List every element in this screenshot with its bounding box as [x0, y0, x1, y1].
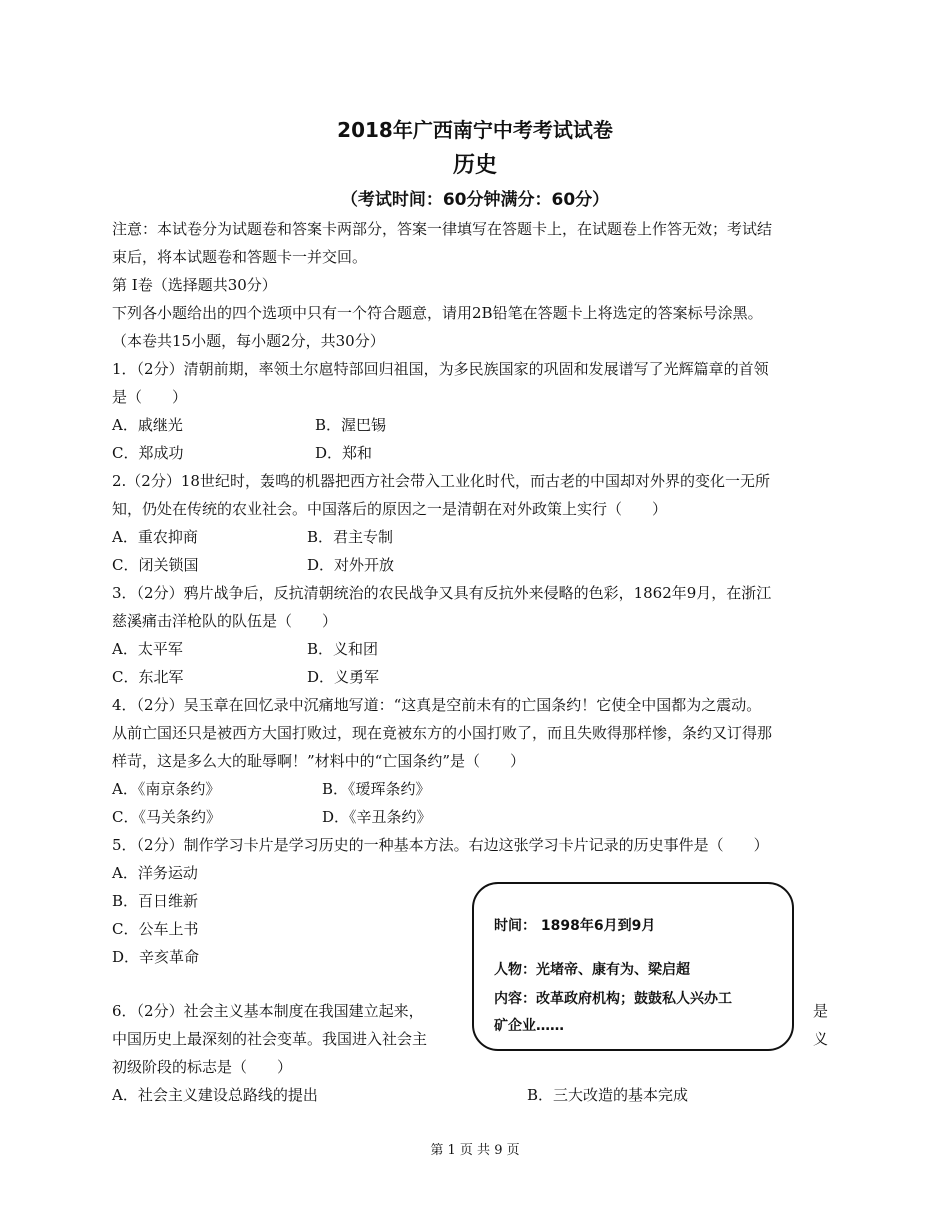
question-2-line-1: 2.（2分）18世纪时，轰鸣的机器把西方社会带入工业化时代，而古老的中国却对外界的变化一无所 [112, 472, 770, 490]
question-4-option-b[interactable]: B．《瑷珲条约》 [322, 780, 431, 798]
question-5-option-b[interactable]: B．百日维新 [112, 892, 199, 910]
notice-line-2: 束后，将本试题卷和答题卡一并交回。 [112, 248, 368, 266]
card-time: 时间： 1898年6月到9月 [494, 918, 656, 934]
question-1-option-a[interactable]: A．戚继光 [112, 416, 183, 434]
question-1-line-2: 是（ ） [112, 388, 188, 406]
question-4-option-d[interactable]: D．《辛丑条约》 [322, 808, 432, 826]
question-6-line-3: 初级阶段的标志是（ ） [112, 1058, 293, 1076]
question-6-line-1: 6．（2分）社会主义基本制度在我国建立起来， [112, 1002, 424, 1020]
question-5-option-c[interactable]: C．公车上书 [112, 920, 199, 938]
question-4-option-c[interactable]: C．《马关条约》 [112, 808, 221, 826]
subject-title: 历史 [452, 153, 497, 178]
question-2-option-a[interactable]: A．重农抑商 [112, 528, 198, 546]
question-1-option-d[interactable]: D．郑和 [315, 444, 373, 462]
question-5-line-1: 5．（2分）制作学习卡片是学习历史的一种基本方法。右边这张学习卡片记录的历史事件是（ ） [112, 836, 769, 854]
exam-info: （考试时间：60分钟满分：60分） [340, 190, 610, 210]
question-5-option-d[interactable]: D．辛亥革命 [112, 948, 200, 966]
question-6-option-a[interactable]: A．社会主义建设总路线的提出 [112, 1086, 318, 1104]
question-4-option-a[interactable]: A．《南京条约》 [112, 780, 221, 798]
question-3-line-2: 慈溪痛击洋枪队的队伍是（ ） [112, 612, 338, 630]
question-2-option-d[interactable]: D．对外开放 [307, 556, 395, 574]
question-6-line-2: 中国历史上最深刻的社会变革。我国进入社会主 [112, 1030, 428, 1048]
question-1-line-1: 1．（2分）清朝前期，率领土尔扈特部回归祖国，为多民族国家的巩固和发展谱写了光辉篇章的首领 [112, 360, 769, 378]
question-6-tail-2: 义 [813, 1030, 829, 1048]
question-3-option-b[interactable]: B．义和团 [307, 640, 379, 658]
card-content-line-1: 内容：改革政府机构；鼓鼓私人兴办工 [494, 991, 732, 1007]
question-1-option-b[interactable]: B．渥巴锡 [315, 416, 387, 434]
question-2-option-c[interactable]: C．闭关锁国 [112, 556, 199, 574]
question-2-line-2: 知，仍处在传统的农业社会。中国落后的原因之一是清朝在对外政策上实行（ ） [112, 500, 668, 518]
question-2-option-b[interactable]: B．君主专制 [307, 528, 394, 546]
question-3-option-c[interactable]: C．东北军 [112, 668, 184, 686]
question-1-option-c[interactable]: C．郑成功 [112, 444, 184, 462]
question-4-line-2: 从前亡国还只是被西方大国打败过，现在竟被东方的小国打败了，而且失败得那样惨，条约又订得那 [112, 724, 773, 742]
question-3-option-a[interactable]: A．太平军 [112, 640, 183, 658]
card-people: 人物：光堵帝、康有为、梁启超 [494, 962, 690, 978]
study-card [472, 882, 794, 1051]
card-content-line-2: 矿企业…… [494, 1018, 564, 1034]
section-title: 第 Ⅰ卷（选择题共30分） [112, 276, 277, 294]
question-3-option-d[interactable]: D．义勇军 [307, 668, 380, 686]
question-6-tail-1: 是 [813, 1002, 829, 1020]
section-note: （本卷共15小题，每小题2分，共30分） [112, 332, 385, 350]
question-6-option-b[interactable]: B．三大改造的基本完成 [527, 1086, 689, 1104]
notice-line-1: 注意：本试卷分为试题卷和答案卡两部分，答案一律填写在答题卡上，在试题卷上作答无效；考试结 [112, 220, 773, 238]
exam-title: 2018年广西南宁中考考试试卷 [337, 118, 613, 142]
question-5-option-a[interactable]: A．洋务运动 [112, 864, 198, 882]
section-instruction: 下列各小题给出的四个选项中只有一个符合题意，请用2B铅笔在答题卡上将选定的答案标号涂黑。 [112, 304, 763, 322]
page-footer: 第 1 页 共 9 页 [430, 1143, 520, 1158]
question-4-line-3: 样苛，这是多么大的耻辱啊！”材料中的“亡国条约”是（ ） [112, 752, 526, 770]
question-4-line-1: 4．（2分）吴玉章在回忆录中沉痛地写道：“这真是空前未有的亡国条约！它使全中国都为之震动。 [112, 696, 762, 714]
question-3-line-1: 3．（2分）鸦片战争后，反抗清朝统治的农民战争又具有反抗外来侵略的色彩，1862年9月，在浙江 [112, 584, 772, 602]
